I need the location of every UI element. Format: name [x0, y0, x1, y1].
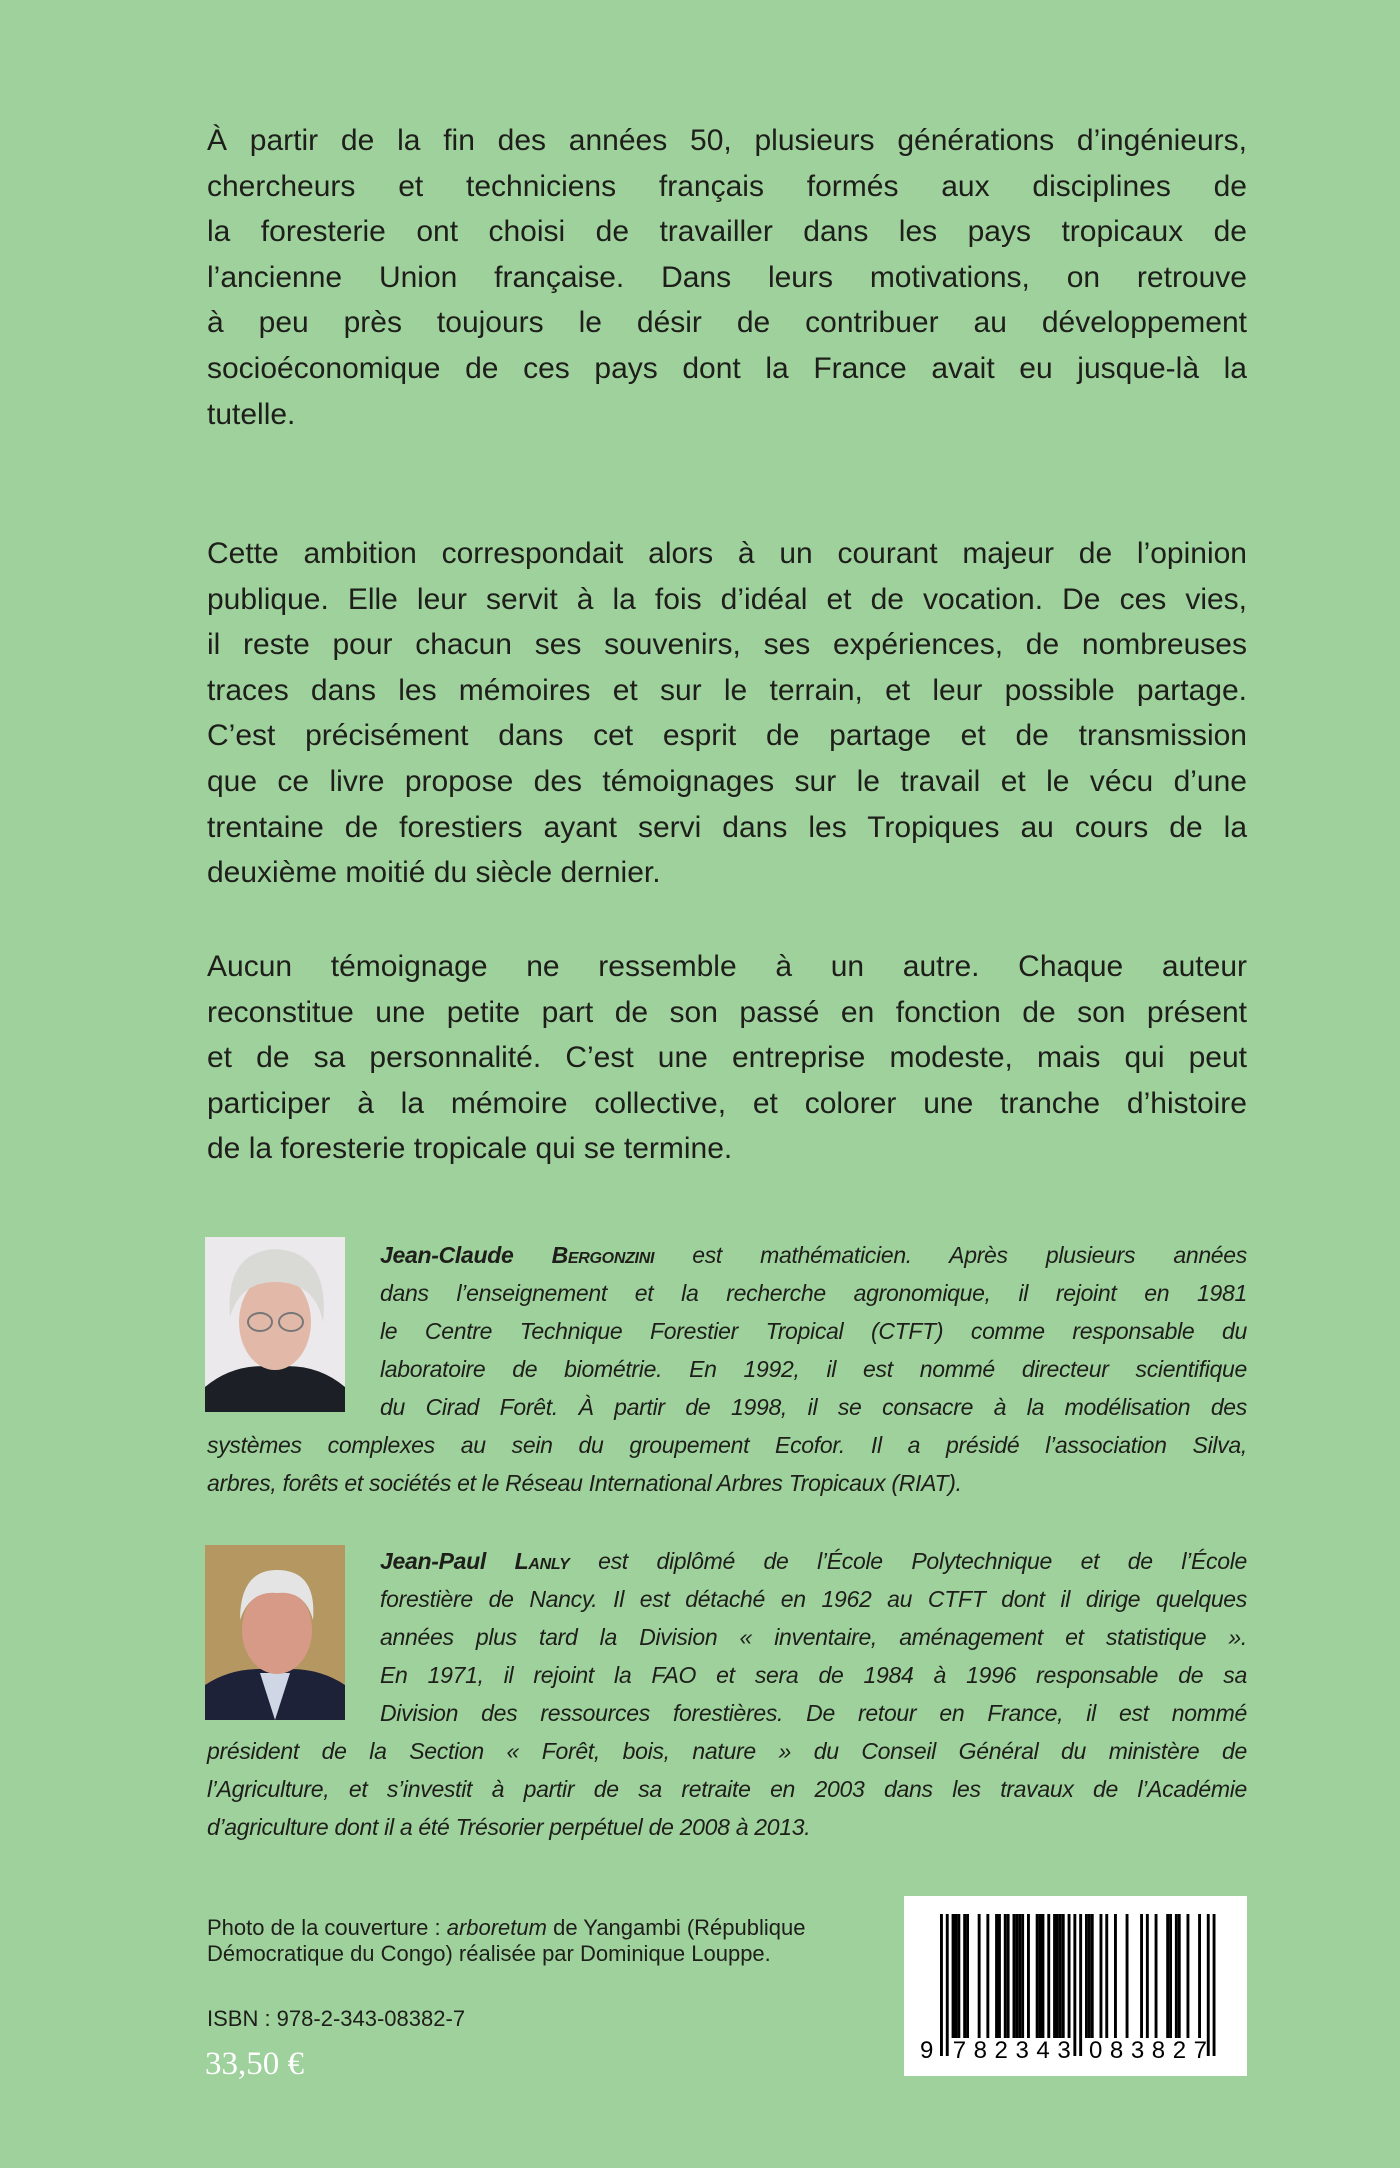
- bio-line: d’agriculture dont il a été Trésorier perpétuel de 2008 à 2013.: [207, 1814, 811, 1840]
- paragraph: [207, 118, 1247, 437]
- author-first-name: Jean-Claude: [380, 1242, 514, 1268]
- barcode-digits: 083827: [1089, 2037, 1207, 2064]
- text-line: tutelle.: [207, 397, 296, 431]
- barcode-bar: [1187, 1914, 1190, 2038]
- barcode-bar: [1091, 1914, 1094, 2038]
- barcode-bar: [940, 1914, 943, 2056]
- bio-line: l’Agriculture, et s’investit à partir de sa retraite en 2003 dans les travaux de l’Académie: [207, 1776, 1247, 1802]
- price: 33,50 €: [205, 2046, 304, 2082]
- barcode-bar: [998, 1914, 1001, 2038]
- barcode-bar: [1021, 1914, 1024, 2038]
- barcode-bar: [1175, 1914, 1178, 2038]
- author-last-name: Lanly: [514, 1548, 570, 1574]
- barcode-bar: [1155, 1914, 1158, 2038]
- barcode-bar: [1036, 1914, 1039, 2038]
- barcode-bar: [946, 1914, 949, 2056]
- isbn: ISBN : 978-2-343-08382-7: [207, 2006, 466, 2031]
- barcode-bar: [1105, 1914, 1108, 2038]
- barcode-bar: [1140, 1914, 1143, 2038]
- text-line: de la foresterie tropicale qui se termine.: [207, 1132, 733, 1166]
- barcode-bar: [1042, 1914, 1045, 2038]
- author-bio: [207, 1542, 1247, 1846]
- barcode-digits: 782343: [952, 2037, 1071, 2064]
- bio-line: président de la Section « Forêt, bois, nature » du Conseil Général du ministère de: [207, 1738, 1247, 1764]
- barcode-bar: [978, 1914, 981, 2038]
- barcode-bar: [963, 1914, 966, 2038]
- credit-italic: arboretum: [446, 1915, 547, 1940]
- barcode-bar: [1114, 1914, 1117, 2038]
- barcode-bar: [1062, 1914, 1065, 2038]
- barcode: [904, 1896, 1247, 2076]
- text-line: chercheurs et techniciens français formés aux disciplines de: [207, 169, 1247, 203]
- barcode-bar: [1207, 1914, 1210, 2056]
- barcode-bar: [1039, 1914, 1042, 2038]
- text-line: Aucun témoignage ne ressemble à un autre. Chaque auteur: [207, 950, 1247, 983]
- text-line: et de sa personnalité. C’est une entreprise modeste, mais qui peut: [207, 1041, 1247, 1075]
- bio-text: est diplômé de l’École Polytechnique et de l’École: [598, 1548, 1247, 1574]
- text-line: la foresterie ont choisi de travailler dans les pays tropicaux de: [207, 215, 1247, 249]
- paragraph: [207, 531, 1247, 896]
- bio-line: Division des ressources forestières. De retour en France, il est nommé: [380, 1700, 1247, 1726]
- barcode-bar: [1004, 1914, 1007, 2038]
- barcode-bar: [986, 1914, 989, 2038]
- credit-text: Photo de la couverture :: [207, 1915, 447, 1940]
- bio-line: systèmes complexes au sein du groupement Ecofor. Il a présidé l’association Silva,: [207, 1432, 1247, 1458]
- author-photo-lanly: [205, 1545, 345, 1720]
- text-line: traces dans les mémoires et sur le terrain, et leur possible partage.: [207, 673, 1247, 707]
- barcode-bar: [1053, 1914, 1056, 2038]
- bio-line: laboratoire de biométrie. En 1992, il est nommé directeur scientifique: [380, 1356, 1247, 1382]
- bio-line: En 1971, il rejoint la FAO et sera de 1984 à 1996 responsable de sa: [380, 1662, 1247, 1688]
- barcode-bar: [1027, 1914, 1030, 2038]
- author-last-name: Bergonzini: [551, 1242, 655, 1268]
- credit-text: de Yangambi (République: [546, 1915, 806, 1940]
- barcode-bar: [1073, 1914, 1076, 2056]
- barcode-bar: [1059, 1914, 1062, 2038]
- cover-photo-credit: [207, 1915, 805, 1967]
- barcode-digits: 9: [920, 2037, 934, 2064]
- barcode-bar: [1013, 1914, 1016, 2038]
- barcode-bar: [1146, 1914, 1149, 2038]
- text-line: il reste pour chacun ses souvenirs, ses expériences, de nombreuses: [207, 628, 1247, 662]
- barcode-bar: [1007, 1914, 1010, 2038]
- credit-line-2: Démocratique du Congo) réalisée par Dominique Louppe.: [207, 1941, 771, 1966]
- bio-line: [380, 1542, 1247, 1580]
- bio-line: arbres, forêts et sociétés et le Réseau International Arbres Tropicaux (RIAT).: [207, 1470, 962, 1496]
- barcode-bar: [1047, 1914, 1050, 2038]
- barcode-bar: [1015, 1914, 1018, 2038]
- text-line: reconstitue une petite part de son passé en fonction de son présent: [207, 995, 1247, 1029]
- author-bio: [207, 1236, 1247, 1502]
- text-line: que ce livre propose des témoignages sur le travail et le vécu d’une: [207, 764, 1247, 798]
- bio-line: le Centre Technique Forestier Tropical (CTFT) comme responsable du: [380, 1318, 1247, 1344]
- barcode-bar: [1178, 1914, 1181, 2038]
- text-line: À partir de la fin des années 50, plusieurs générations d’ingénieurs,: [207, 124, 1247, 157]
- author-photo-bergonzini: [205, 1237, 345, 1412]
- bio-line: du Cirad Forêt. À partir de 1998, il se consacre à la modélisation des: [380, 1394, 1247, 1420]
- text-line: participer à la mémoire collective, et colorer une tranche d’histoire: [207, 1086, 1247, 1120]
- barcode-bar: [1079, 1914, 1082, 2056]
- barcode-bar: [1169, 1914, 1172, 2038]
- barcode-bar: [952, 1914, 955, 2038]
- barcode-bar: [1085, 1914, 1088, 2038]
- barcode-bar: [1126, 1914, 1129, 2038]
- barcode-bar: [1213, 1914, 1216, 2056]
- bio-line: [380, 1236, 1247, 1274]
- author-first-name: Jean-Paul: [380, 1548, 486, 1574]
- barcode-bar: [995, 1914, 998, 2038]
- text-line: à peu près toujours le désir de contribuer au développement: [207, 306, 1247, 340]
- barcode-bar: [1198, 1914, 1201, 2038]
- barcode-bar: [1018, 1914, 1021, 2038]
- text-line: deuxième moitié du siècle dernier.: [207, 856, 661, 890]
- text-line: C’est précisément dans cet esprit de partage et de transmission: [207, 719, 1247, 753]
- barcode-bar: [966, 1914, 969, 2038]
- text-line: publique. Elle leur servit à la fois d’idéal et de vocation. De ces vies,: [207, 582, 1247, 616]
- bio-text: est mathématicien. Après plusieurs années: [692, 1242, 1247, 1268]
- text-line: socioéconomique de ces pays dont la France avait eu jusque-là la: [207, 351, 1247, 385]
- bio-line: forestière de Nancy. Il est détaché en 1962 au CTFT dont il dirige quelques: [380, 1586, 1247, 1612]
- barcode-bar: [957, 1914, 960, 2038]
- bio-line: dans l’enseignement et la recherche agronomique, il rejoint en 1981: [380, 1280, 1247, 1306]
- paragraph: [207, 944, 1247, 1172]
- barcode-bar: [1068, 1914, 1071, 2038]
- barcode-bar: [1056, 1914, 1059, 2038]
- text-line: l’ancienne Union française. Dans leurs motivations, on retrouve: [207, 260, 1247, 294]
- barcode-bar: [955, 1914, 958, 2038]
- barcode-bar: [1100, 1914, 1103, 2038]
- barcode-bar: [1166, 1914, 1169, 2038]
- text-line: trentaine de forestiers ayant servi dans les Tropiques au cours de la: [207, 810, 1247, 844]
- bio-line: années plus tard la Division « inventaire, aménagement et statistique ».: [380, 1624, 1247, 1650]
- barcode-bar: [1088, 1914, 1091, 2038]
- text-line: Cette ambition correspondait alors à un courant majeur de l’opinion: [207, 537, 1247, 570]
